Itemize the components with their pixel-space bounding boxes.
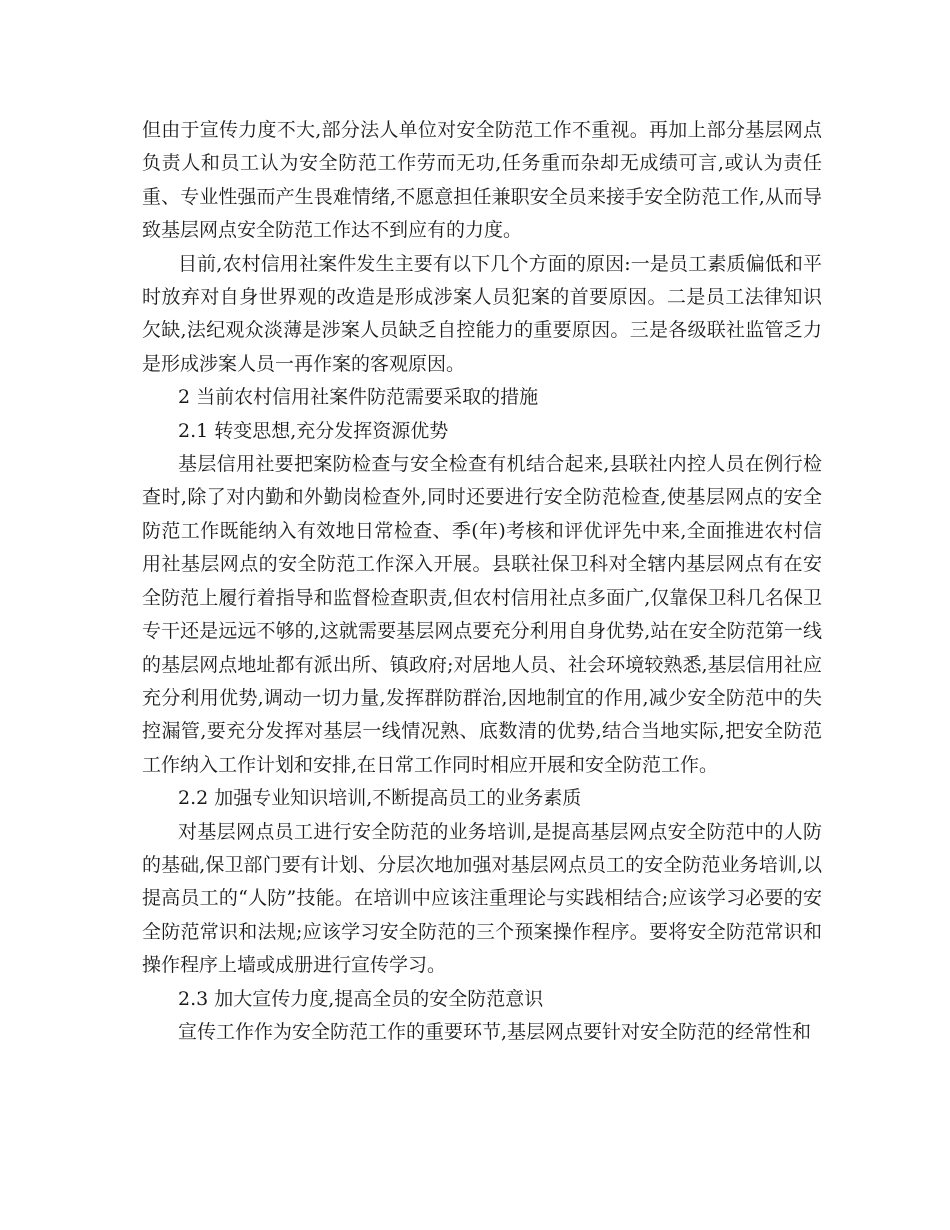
paragraph-1: 但由于宣传力度不大,部分法人单位对安全防范工作不重视。再加上部分基层网点负责人和员工认为安全防范工作劳而无功,任务重而杂却无成绩可言,或认为责任重、专业性强而产生畏难情绪,不愿意担任兼职安全员来接手安全防范工作,从而导致基层网点安全防范工作达不到应有的力度。 [142,119,822,242]
paragraph-5: 宣传工作作为安全防范工作的重要环节,基层网点要针对安全防范的经常性和 [178,1020,812,1043]
section-heading-2: 2 当前农村信用社案件防范需要采取的措施 [178,386,539,409]
paragraph-3: 基层信用社要把案防检查与安全检查有机结合起来,县联社内控人员在例行检查时,除了对内勤和外勤岗检查外,同时还要进行安全防范检查,使基层网点的安全防范工作既能纳入有效地日常检查、季(年)考核和评优评先中来,全面推进农村信用社基层网点的安全防范工作深入开展。县联社保卫科对全辖内基层网点有在安全防范上履行着指导和监督检查职责,但农村信用社点多面广,仅靠保卫科几名保卫专干还是远远不够的,这就需要基层网点要充分利用自身优势,站在安全防范第一线的基层网点地址都有派出所、镇政府;对居地人员、社会环境较熟悉,基层信用社应充分利用优势,调动一切力量,发挥群防群治,因地制宜的作用,减少安全防范中的失控漏管,要充分发挥对基层一线情况熟、底数清的优势,结合当地实际,把安全防范工作纳入工作计划和安排,在日常工作同时相应开展和安全防范工作。 [142,453,822,776]
document-page [142,114,822,1049]
subsection-heading-2-1: 2.1 转变思想,充分发挥资源优势 [178,419,449,442]
paragraph-4: 对基层网点员工进行安全防范的业务培训,是提高基层网点安全防范中的人防的基础,保卫部门要有计划、分层次地加强对基层网点员工的安全防范业务培训,以提高员工的“人防”技能。在培训中应该注重理论与实践相结合;应该学习必要的安全防范常识和法规;应该学习安全防范的三个预案操作程序。要将安全防范常识和操作程序上墙或成册进行宣传学习。 [142,820,822,977]
paragraph-2: 目前,农村信用社案件发生主要有以下几个方面的原因:一是员工素质偏低和平时放弃对自身世界观的改造是形成涉案人员犯案的首要原因。二是员工法律知识欠缺,法纪观众淡薄是涉案人员缺乏自控能力的重要原因。三是各级联社监管乏力是形成涉案人员一再作案的客观原因。 [142,252,822,375]
subsection-heading-2-2: 2.2 加强专业知识培训,不断提高员工的业务素质 [178,787,582,810]
subsection-heading-2-3: 2.3 加大宣传力度,提高全员的安全防范意识 [178,987,544,1010]
